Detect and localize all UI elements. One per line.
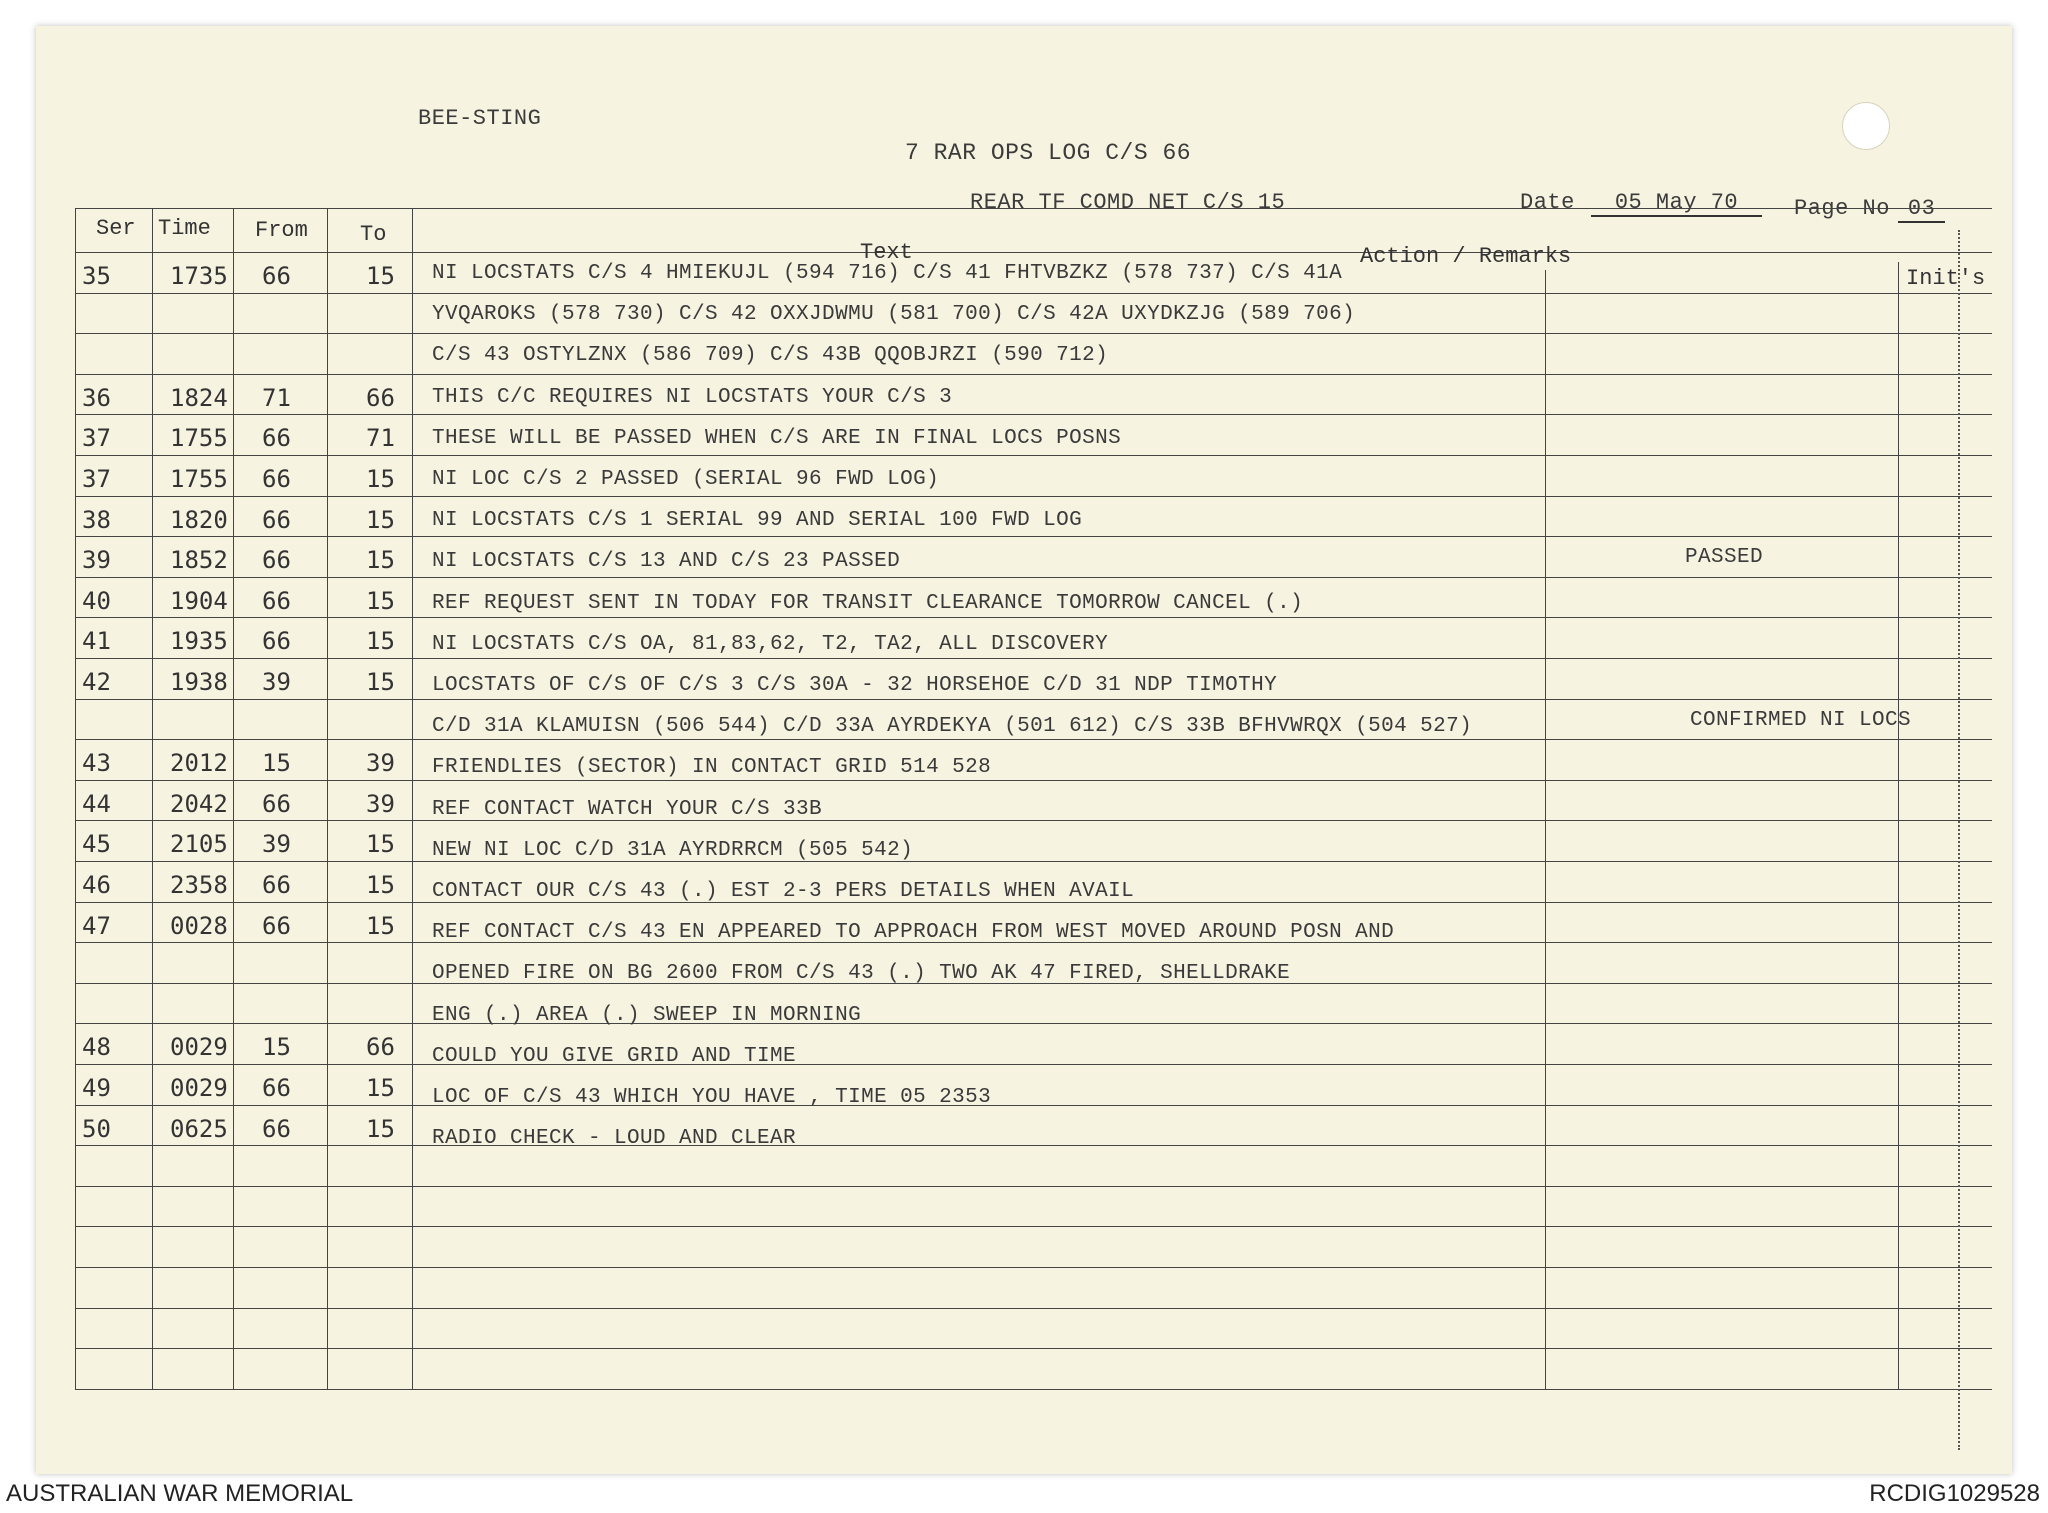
- row-to: 15: [366, 871, 395, 899]
- row-rule: [75, 617, 1992, 618]
- column-rule-ser-time: [152, 208, 153, 1389]
- row-to: 71: [366, 424, 395, 453]
- row-to: 15: [366, 546, 395, 575]
- row-text: REF REQUEST SENT IN TODAY FOR TRANSIT CLEARANCE TOMORROW CANCEL (.): [432, 591, 1304, 615]
- date-label: Date: [1520, 190, 1575, 215]
- row-from: 66: [262, 546, 291, 575]
- table-top-rule: [75, 208, 1992, 209]
- row-time: 1938: [170, 668, 228, 696]
- row-time: 2042: [170, 789, 228, 818]
- net-name: REAR TF COMD NET C/S 15: [970, 190, 1286, 215]
- row-rule: [75, 1308, 1992, 1309]
- row-to: 15: [366, 830, 395, 859]
- row-from: 66: [262, 586, 291, 615]
- row-from: 66: [262, 424, 291, 453]
- row-text: RADIO CHECK - LOUD AND CLEAR: [432, 1127, 797, 1151]
- column-rule-time-from: [233, 208, 234, 1389]
- row-rule: [75, 820, 1992, 821]
- row-remark: PASSED: [1685, 546, 1764, 570]
- row-from: 66: [262, 911, 291, 940]
- row-rule: [75, 1348, 1992, 1349]
- row-rule: [75, 455, 1992, 456]
- row-to: 15: [366, 505, 395, 534]
- row-ser: 48: [82, 1033, 111, 1062]
- row-time: 1904: [170, 586, 228, 615]
- row-ser: 37: [82, 424, 111, 453]
- row-ser: 41: [82, 627, 111, 656]
- row-ser: 50: [82, 1114, 111, 1143]
- column-rule-from-to: [327, 208, 328, 1389]
- row-from: 15: [262, 749, 291, 778]
- log-sheet: [36, 26, 2012, 1474]
- row-rule: [75, 333, 1992, 334]
- row-rule: [75, 374, 1992, 375]
- header-from: From: [255, 218, 308, 243]
- row-rule: [75, 1226, 1992, 1227]
- row-rule: [75, 1064, 1992, 1065]
- row-text: CONTACT OUR C/S 43 (.) EST 2-3 PERS DETAILS WHEN AVAIL: [432, 880, 1135, 903]
- row-from: 66: [262, 1114, 291, 1143]
- row-text: YVQAROKS (578 730) C/S 42 OXXJDWMU (581 700) C/S 42A UXYDKZJG (589 706): [432, 303, 1356, 327]
- row-from: 66: [262, 789, 291, 818]
- row-to: 66: [366, 383, 395, 412]
- row-rule: [75, 536, 1992, 537]
- row-ser: 42: [82, 668, 111, 696]
- column-rule-remarks-inits: [1898, 262, 1899, 1389]
- row-from: 66: [262, 871, 291, 899]
- row-text: OPENED FIRE ON BG 2600 FROM C/S 43 (.) TWO AK 47 FIRED, SHELLDRAKE: [432, 962, 1291, 986]
- codename: BEE-STING: [418, 106, 542, 131]
- row-from: 66: [262, 1074, 291, 1102]
- row-rule: [75, 1267, 1992, 1268]
- row-text: THIS C/C REQUIRES NI LOCSTATS YOUR C/S 3: [432, 385, 953, 409]
- row-from: 66: [262, 465, 291, 493]
- row-rule: [75, 1186, 1992, 1187]
- row-time: 1852: [170, 546, 228, 575]
- row-from: 15: [262, 1033, 291, 1062]
- row-rule: [75, 780, 1992, 781]
- row-to: 39: [366, 789, 395, 818]
- column-rule-text-remarks: [1545, 270, 1546, 1389]
- row-text: THESE WILL BE PASSED WHEN C/S ARE IN FINAL LOCS POSNS: [432, 426, 1122, 450]
- row-ser: 37: [82, 465, 111, 493]
- row-rule: [75, 1145, 1992, 1146]
- row-text: REF CONTACT WATCH YOUR C/S 33B: [432, 797, 823, 821]
- row-ser: 45: [82, 830, 111, 859]
- row-text: NI LOCSTATS C/S 13 AND C/S 23 PASSED: [432, 550, 901, 574]
- row-ser: 44: [82, 789, 111, 818]
- row-from: 66: [262, 627, 291, 656]
- row-text: LOCSTATS OF C/S OF C/S 3 C/S 30A - 32 HORSEHOE C/D 31 NDP TIMOTHY: [432, 674, 1278, 697]
- row-rule: [75, 414, 1992, 415]
- row-text: NI LOCSTATS C/S 1 SERIAL 99 AND SERIAL 100 FWD LOG: [432, 509, 1083, 533]
- row-text: ENG (.) AREA (.) SWEEP IN MORNING: [432, 1003, 862, 1027]
- page-label: Page No: [1794, 196, 1890, 221]
- footer-institution: AUSTRALIAN WAR MEMORIAL: [6, 1480, 354, 1507]
- row-from: 39: [262, 830, 291, 859]
- row-time: 1820: [170, 505, 228, 534]
- row-text: NI LOC C/S 2 PASSED (SERIAL 96 FWD LOG): [432, 468, 940, 491]
- row-ser: 36: [82, 383, 111, 412]
- row-time: 1824: [170, 383, 228, 412]
- row-text: C/D 31A KLAMUISN (506 544) C/D 33A AYRDEKYA (501 612) C/S 33B BFHVWRQX (504 527): [432, 715, 1473, 739]
- row-from: 66: [262, 262, 291, 290]
- row-time: 2012: [170, 749, 228, 778]
- row-ser: 49: [82, 1074, 111, 1102]
- row-time: 2358: [170, 871, 228, 899]
- punch-hole: [1842, 102, 1890, 150]
- row-rule: [75, 739, 1992, 740]
- row-rule: [75, 699, 1992, 700]
- row-to: 15: [366, 668, 395, 696]
- date-value: 05 May 70: [1591, 190, 1762, 217]
- row-ser: 46: [82, 871, 111, 899]
- row-time: 0625: [170, 1114, 228, 1143]
- row-time: 0028: [170, 911, 228, 940]
- row-to: 15: [366, 1074, 395, 1102]
- row-rule: [75, 1023, 1992, 1024]
- row-ser: 38: [82, 505, 111, 534]
- row-text: NI LOCSTATS C/S OA, 81,83,62, T2, TA2, ALL DISCOVERY: [432, 632, 1109, 656]
- header-action-remarks: Action / Remarks: [1360, 244, 1572, 269]
- row-ser: 35: [82, 262, 111, 290]
- header-ser: Ser: [96, 216, 136, 241]
- row-text: NEW NI LOC C/D 31A AYRDRRCM (505 542): [432, 838, 914, 862]
- row-rule: [75, 658, 1992, 659]
- row-to: 15: [366, 586, 395, 615]
- row-to: 15: [366, 627, 395, 656]
- row-to: 15: [366, 262, 395, 290]
- date-field: [1520, 190, 1762, 215]
- row-text: C/S 43 OSTYLZNX (586 709) C/S 43B QQOBJRZI (590 712): [432, 344, 1109, 368]
- row-time: 2105: [170, 830, 228, 859]
- header-inits: Init's: [1906, 266, 1986, 291]
- row-to: 66: [366, 1033, 395, 1062]
- row-time: 1935: [170, 627, 228, 656]
- row-ser: 43: [82, 749, 111, 778]
- footer-record-id: RCDIG1029528: [1869, 1480, 2040, 1507]
- row-rule: [75, 1389, 1992, 1390]
- row-text: LOC OF C/S 43 WHICH YOU HAVE , TIME 05 2353: [432, 1086, 992, 1109]
- header-time: Time: [158, 216, 211, 241]
- column-rule-right: [1958, 230, 1960, 1450]
- row-to: 15: [366, 465, 395, 493]
- row-rule: [75, 496, 1992, 497]
- row-from: 39: [262, 668, 291, 696]
- column-rule-left: [75, 208, 76, 1389]
- row-time: 1755: [170, 424, 228, 453]
- header-text: Text: [860, 240, 913, 265]
- row-rule: [75, 293, 1992, 294]
- row-ser: 47: [82, 911, 111, 940]
- row-remark: CONFIRMED NI LOCS: [1690, 708, 1912, 732]
- row-from: 71: [262, 383, 291, 412]
- row-time: 1755: [170, 465, 228, 493]
- row-ser: 39: [82, 546, 111, 575]
- row-ser: 40: [82, 586, 111, 615]
- row-text: COULD YOU GIVE GRID AND TIME: [432, 1044, 797, 1068]
- row-to: 15: [366, 911, 395, 940]
- row-text: NI LOCSTATS C/S 4 HMIEKUJL (594 716) C/S 41 FHTVBZKZ (578 737) C/S 41A: [432, 262, 1343, 285]
- page-value: 03: [1898, 196, 1945, 223]
- page-title: 7 RAR OPS LOG C/S 66: [905, 140, 1192, 166]
- row-rule: [75, 861, 1992, 862]
- row-to: 39: [366, 749, 395, 778]
- row-to: 15: [366, 1114, 395, 1143]
- row-text: REF CONTACT C/S 43 EN APPEARED TO APPROACH FROM WEST MOVED AROUND POSN AND: [432, 921, 1395, 945]
- header-to: To: [360, 222, 387, 247]
- row-rule: [75, 1105, 1992, 1106]
- row-from: 66: [262, 505, 291, 534]
- header-bottom-rule: [75, 252, 1992, 253]
- row-time: 0029: [170, 1074, 228, 1102]
- column-rule-to-text: [412, 208, 413, 1389]
- row-text: FRIENDLIES (SECTOR) IN CONTACT GRID 514 528: [432, 756, 992, 780]
- row-rule: [75, 577, 1992, 578]
- row-time: 0029: [170, 1033, 228, 1062]
- row-time: 1735: [170, 262, 228, 290]
